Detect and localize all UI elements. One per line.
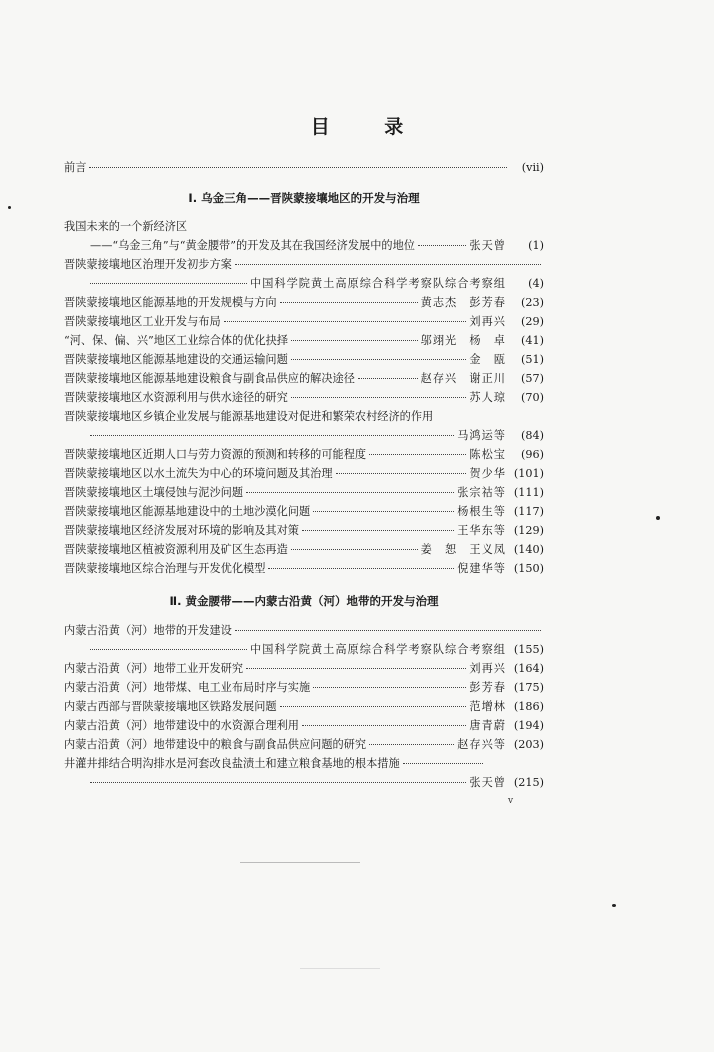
leader-dots	[90, 423, 454, 436]
leader-dots	[291, 328, 418, 341]
entry-page: (194)	[513, 719, 544, 732]
entry-author: 贺少华	[469, 467, 506, 480]
entry-title: 前言	[64, 161, 87, 174]
scan-speck	[612, 904, 616, 907]
leader-dots	[235, 252, 541, 265]
entry-page: (96)	[521, 448, 544, 461]
entry-author: 黄志杰 彭芳春	[420, 296, 506, 309]
leader-dots	[302, 518, 454, 531]
entry-author: 陈松宝	[469, 448, 506, 461]
entry-title: 晋陕蒙接壤地区治理开发初步方案	[64, 258, 232, 271]
scan-line-artifact	[240, 862, 360, 863]
table-of-contents	[64, 150, 544, 792]
entry-page: (23)	[521, 296, 544, 309]
leader-dots	[291, 537, 418, 550]
entry-title: 井灌井排结合明沟排水是河套改良盐渍土和建立粮食基地的根本措施	[64, 757, 400, 770]
entry-author: 苏人琼	[469, 391, 506, 404]
entry-author: 杨根生等	[457, 505, 506, 518]
entry-title: 晋陕蒙接壤地区植被资源利用及矿区生态再造	[64, 543, 288, 556]
entry-author: 王华东等	[457, 524, 506, 537]
entry-page: (57)	[521, 372, 544, 385]
entry-author: 张天曾	[469, 239, 506, 252]
entry-page: (129)	[513, 524, 544, 537]
leader-dots	[90, 637, 247, 650]
entry-title: 晋陕蒙接壤地区综合治理与开发优化模型	[64, 562, 266, 575]
leader-dots	[302, 713, 466, 726]
leader-dots	[280, 290, 418, 303]
scan-speck	[8, 206, 11, 209]
toc-entry[interactable]	[64, 388, 544, 407]
entry-title: 晋陕蒙接壤地区土壤侵蚀与泥沙问题	[64, 486, 244, 499]
toc-entry[interactable]	[64, 483, 544, 502]
section-heading-2: Ⅱ. 黄金腰带——内蒙古沿黄（河）地带的开发与治理	[169, 594, 439, 608]
leader-dots	[224, 309, 467, 322]
entry-title: 内蒙古沿黄（河）地带建设中的粮食与副食品供应问题的研究	[64, 738, 367, 751]
entry-author: 张天曾	[469, 776, 506, 789]
scan-line-artifact	[300, 968, 380, 969]
leader-dots	[280, 694, 467, 707]
entry-page: (215)	[513, 776, 544, 789]
page-number-marker: v	[508, 796, 514, 806]
leader-dots	[313, 499, 454, 512]
toc-entry[interactable]	[64, 350, 544, 369]
leader-dots	[246, 480, 454, 493]
section-heading-1: Ⅰ. 乌金三角——晋陕蒙接壤地区的开发与治理	[188, 191, 420, 205]
leader-dots	[90, 271, 247, 284]
toc-entry[interactable]	[64, 716, 544, 735]
entry-page: (41)	[521, 334, 544, 347]
leader-dots	[291, 347, 467, 360]
entry-author: 邬翊光 杨 卓	[420, 334, 506, 347]
leader-dots	[246, 656, 466, 669]
entry-author: 金 瓯	[469, 353, 506, 366]
leader-dots	[358, 366, 418, 379]
entry-title: 晋陕蒙接壤地区能源基地的开发规模与方向	[64, 296, 277, 309]
entry-title: 晋陕蒙接壤地区能源基地建设的交通运输问题	[64, 353, 288, 366]
entry-page: (70)	[521, 391, 544, 404]
entry-page: (150)	[513, 562, 544, 575]
entry-page: (51)	[521, 353, 544, 366]
toc-entry[interactable]	[64, 445, 544, 464]
entry-page: (vii)	[521, 161, 544, 174]
entry-page: (111)	[513, 486, 544, 499]
entry-page: (203)	[513, 738, 544, 751]
entry-author: 倪建华等	[457, 562, 506, 575]
entry-page: (84)	[521, 429, 544, 442]
entry-page: (164)	[513, 662, 544, 675]
toc-entry-preface[interactable]	[64, 158, 544, 177]
entry-author: 中国科学院黄土高原综合科学考察队综合考察组	[250, 643, 506, 656]
entry-page: (29)	[521, 315, 544, 328]
leader-dots	[90, 770, 466, 783]
leader-dots	[403, 751, 483, 764]
entry-title: 内蒙古西部与晋陕蒙接壤地区铁路发展问题	[64, 700, 277, 713]
entry-title: 晋陕蒙接壤地区以水土流失为中心的环境问题及其治理	[64, 467, 333, 480]
entry-title: 内蒙古沿黄（河）地带工业开发研究	[64, 662, 244, 675]
entry-author: 赵存兴等	[457, 738, 506, 751]
entry-author: 彭芳春	[469, 681, 506, 694]
toc-entry-title[interactable]: 晋陕蒙接壤地区乡镇企业发展与能源基地建设对促进和繁荣农村经济的作用	[64, 410, 434, 423]
entry-title: 晋陕蒙接壤地区近期人口与劳力资源的预测和转移的可能程度	[64, 448, 367, 461]
entry-title: 晋陕蒙接壤地区能源基地建设中的土地沙漠化问题	[64, 505, 311, 518]
entry-page: (175)	[513, 681, 544, 694]
entry-page: (117)	[513, 505, 544, 518]
entry-author: 赵存兴 谢正川	[420, 372, 506, 385]
entry-title: “河、保、偏、兴”地区工业综合体的优化抉择	[64, 334, 289, 347]
entry-title: 晋陕蒙接壤地区水资源利用与供水途径的研究	[64, 391, 288, 404]
leader-dots	[235, 618, 541, 631]
entry-author: 张宗祜等	[457, 486, 506, 499]
entry-title: 晋陕蒙接壤地区工业开发与布局	[64, 315, 221, 328]
page-title: 目 录	[310, 116, 428, 138]
entry-title: 内蒙古沿黄（河）地带的开发建设	[64, 624, 232, 637]
entry-page: (4)	[528, 277, 544, 290]
leader-dots	[268, 556, 454, 569]
entry-title: 内蒙古沿黄（河）地带煤、电工业布局时序与实施	[64, 681, 311, 694]
leader-dots	[89, 155, 507, 168]
leader-dots	[418, 233, 466, 246]
entry-author: 唐青蔚	[469, 719, 506, 732]
toc-entry[interactable]	[64, 559, 544, 578]
toc-entry[interactable]	[64, 659, 544, 678]
leader-dots	[369, 442, 466, 455]
entry-page: (186)	[513, 700, 544, 713]
entry-page: (155)	[513, 643, 544, 656]
entry-title: 晋陕蒙接壤地区经济发展对环境的影响及其对策	[64, 524, 299, 537]
scan-speck	[656, 516, 660, 520]
leader-dots	[369, 732, 454, 745]
entry-page: (101)	[513, 467, 544, 480]
toc-entry[interactable]	[64, 426, 544, 445]
entry-author: 马鸿运等	[457, 429, 506, 442]
toc-entry-title[interactable]: 我国未来的一个新经济区	[64, 220, 188, 233]
leader-dots	[313, 675, 466, 688]
entry-author: 刘再兴	[469, 315, 506, 328]
leader-dots	[291, 385, 467, 398]
entry-author: 中国科学院黄土高原综合科学考察队综合考察组	[250, 277, 506, 290]
toc-entry[interactable]	[64, 773, 544, 792]
entry-page: (1)	[528, 239, 544, 252]
entry-subtitle: ——“乌金三角”与“黄金腰带”的开发及其在我国经济发展中的地位	[90, 239, 415, 252]
entry-author: 范增林	[469, 700, 506, 713]
leader-dots	[336, 461, 467, 474]
entry-author: 姜 恕 王义凤	[420, 543, 506, 556]
entry-title: 内蒙古沿黄（河）地带建设中的水资源合理利用	[64, 719, 299, 732]
entry-title: 晋陕蒙接壤地区能源基地建设粮食与副食品供应的解决途径	[64, 372, 355, 385]
entry-author: 刘再兴	[469, 662, 506, 675]
entry-page: (140)	[513, 543, 544, 556]
